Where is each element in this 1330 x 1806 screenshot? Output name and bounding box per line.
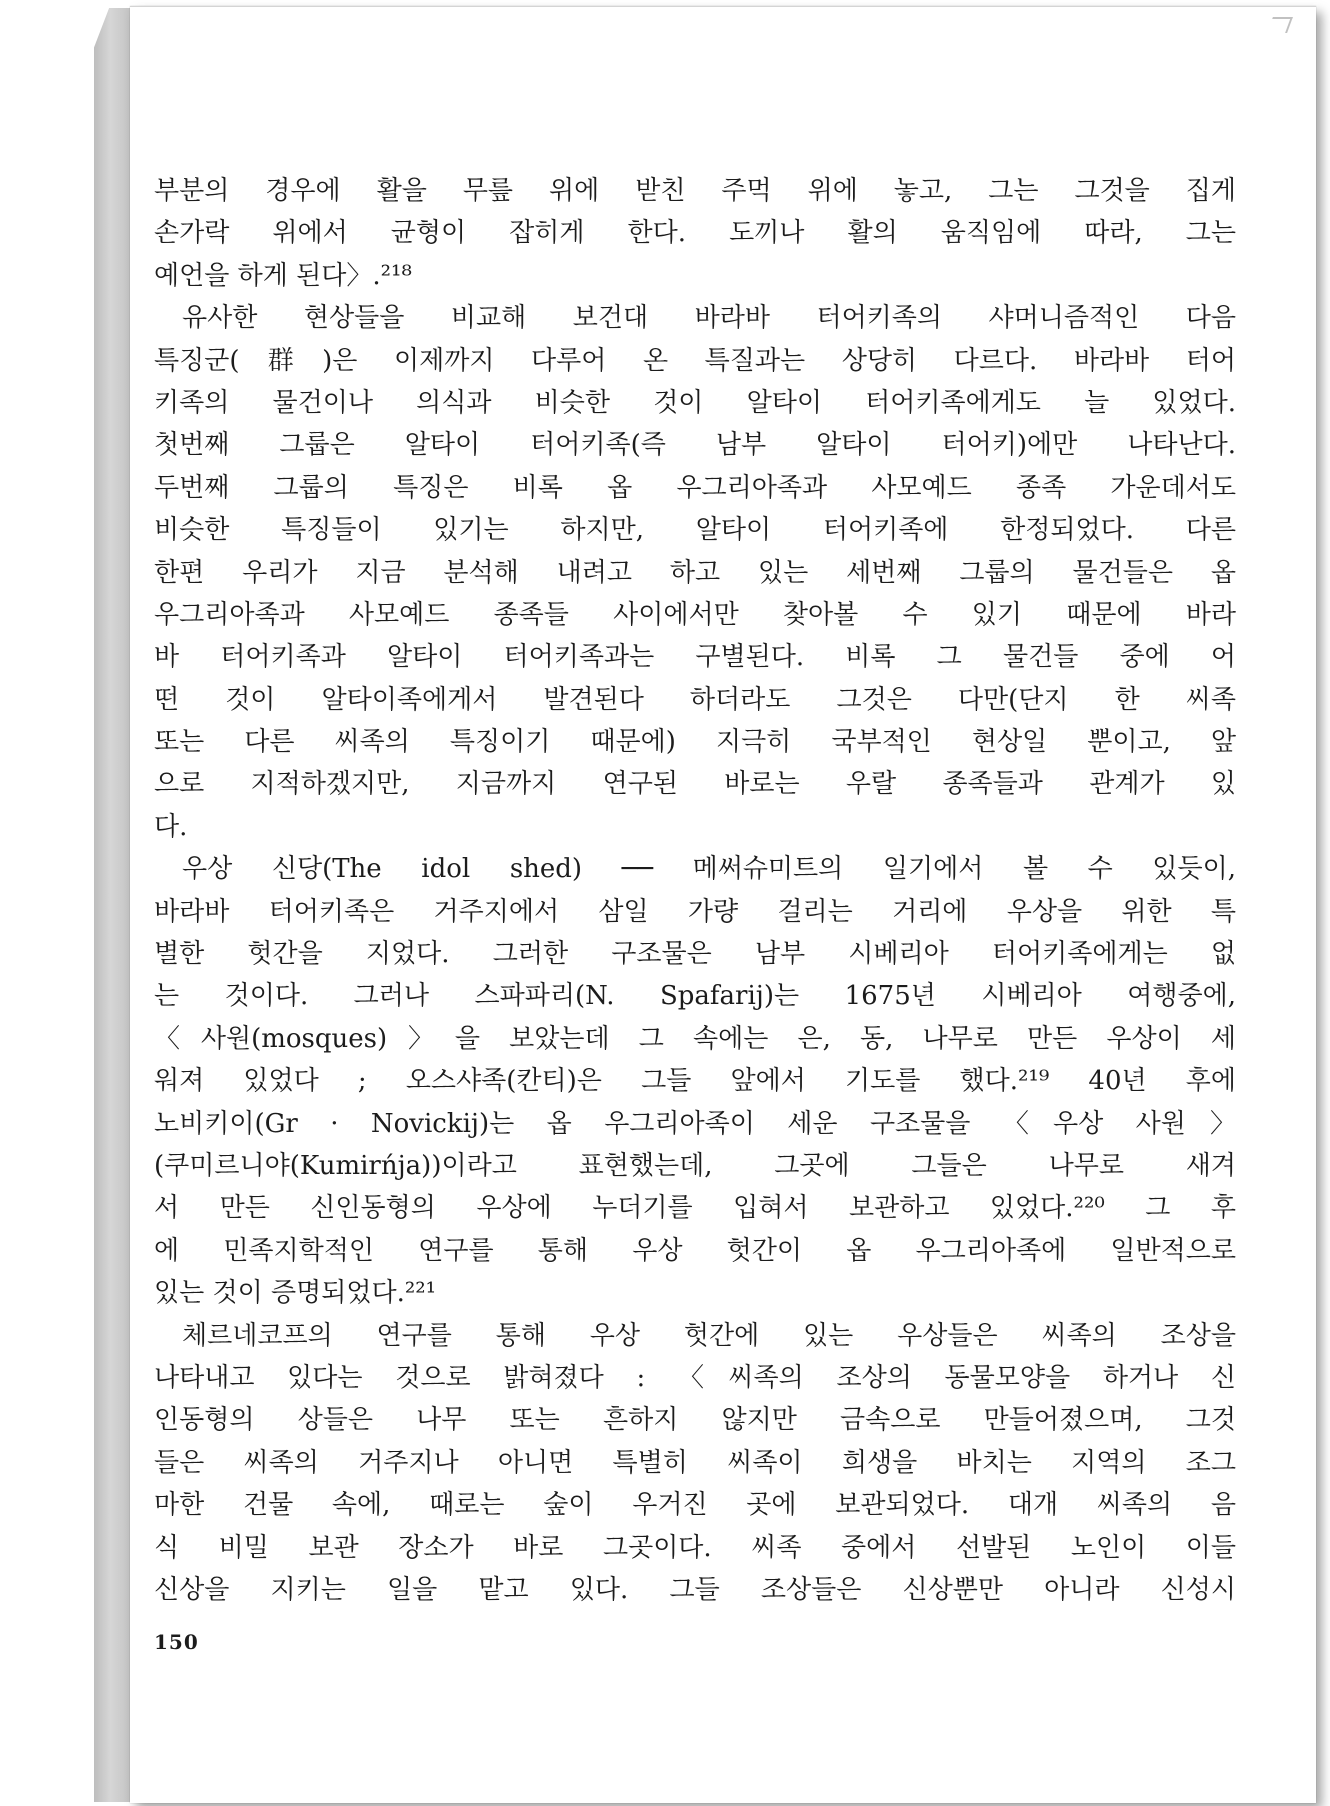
text-line: 예언을 하게 된다〉.²¹⁸ (154, 260, 412, 291)
text-line: 〈사원(mosques)〉을 보았는데 그 속에는 은, 동, 나무로 만든 우상이 세 (154, 1023, 1236, 1054)
text-line: (쿠미르니야(Kumirńja))이라고 표현했는데, 그곳에 그들은 나무로 새겨 (154, 1150, 1236, 1181)
text-line: 인동형의 상들은 나무 또는 흔하지 않지만 금속으로 만들어졌으며, 그것 (154, 1405, 1236, 1436)
text-line: 부분의 경우에 활을 무릎 위에 받친 주먹 위에 놓고, 그는 그것을 집게 (154, 176, 1236, 206)
text-line: 우그리아족과 사모예드 종족들 사이에서만 찾아볼 수 있기 때문에 바라 (154, 599, 1236, 630)
text-line: 첫번째 그룹은 알타이 터어키족(즉 남부 알타이 터어키)에만 나타난다. (154, 430, 1236, 461)
text-line: 바 터어키족과 알타이 터어키족과는 구별된다. 비록 그 물건들 중에 어 (154, 642, 1236, 673)
text-line: 한편 우리가 지금 분석해 내려고 하고 있는 세번째 그룹의 물건들은 옵 (154, 557, 1236, 588)
text-line: 키족의 물건이나 의식과 비슷한 것이 알타이 터어키족에게도 늘 있었다. (154, 387, 1236, 418)
text-line: 나타내고 있다는 것으로 밝혀졌다 : 〈씨족의 조상의 동물모양을 하거나 신 (154, 1362, 1236, 1393)
text-line: 우상 신당(The idol shed) ── 메써슈미트의 일기에서 볼 수 있듯이, (182, 854, 1236, 885)
text-line: 있는 것이 증명되었다.²²¹ (154, 1278, 437, 1309)
text-line: 식 비밀 보관 장소가 바로 그곳이다. 씨족 중에서 선발된 노인이 이들 (154, 1532, 1236, 1563)
text-line: 다. (154, 811, 188, 842)
text-line: 두번째 그룹의 특징은 비록 옵 우그리아족과 사모예드 종족 가운데서도 (154, 472, 1236, 503)
text-line: 서 만든 신인동형의 우상에 누더기를 입혀서 보관하고 있었다.²²⁰ 그 후 (154, 1193, 1236, 1224)
text-line: 또는 다른 씨족의 특징이기 때문에) 지극히 국부적인 현상일 뿐이고, 앞 (154, 727, 1236, 758)
text-line: 에 민족지학적인 연구를 통해 우상 헛간이 옵 우그리아족에 일반적으로 (154, 1235, 1236, 1266)
text-line: 바라바 터어키족은 거주지에서 삼일 가량 걸리는 거리에 우상을 위한 특 (154, 896, 1236, 927)
page-number: 150 (154, 1630, 199, 1654)
text-line: 비슷한 특징들이 있기는 하지만, 알타이 터어키족에 한정되었다. 다른 (154, 515, 1236, 546)
text-line: 마한 건물 속에, 때로는 숲이 우거진 곳에 보관되었다. 대개 씨족의 음 (154, 1490, 1236, 1521)
text-line: 손가락 위에서 균형이 잡히게 한다. 도끼나 활의 움직임에 따라, 그는 (154, 218, 1236, 249)
book-spine (94, 8, 130, 1802)
text-line: 별한 헛간을 지었다. 그러한 구조물은 남부 시베리아 터어키족에게는 없 (154, 939, 1236, 970)
text-line: 특징군(群)은 이제까지 다루어 온 특질과는 상당히 다르다. 바라바 터어 (154, 345, 1236, 376)
text-line: 으로 지적하겠지만, 지금까지 연구된 바로는 우랄 종족들과 관계가 있 (154, 769, 1236, 800)
text-line: 떤 것이 알타이족에게서 발견된다 하더라도 그것은 다만(단지 한 씨족 (154, 684, 1236, 715)
text-line: 워져 있었다 ; 오스샤족(칸티)은 그들 앞에서 기도를 했다.²¹⁹ 40년 후에 (154, 1066, 1236, 1097)
page-body-text (154, 170, 1236, 1611)
text-line: 신상을 지키는 일을 맡고 있다. 그들 조상들은 신상뿐만 아니라 신성시 (154, 1574, 1236, 1605)
text-line: 노비키이(Gr · Novickij)는 옵 우그리아족이 세운 구조물을 〈우상 사원〉 (154, 1108, 1236, 1139)
text-line: 들은 씨족의 거주지나 아니면 특별히 씨족이 희생을 바치는 지역의 조그 (154, 1447, 1236, 1478)
text-line: 유사한 현상들을 비교해 보건대 바라바 터어키족의 샤머니즘적인 다음 (182, 303, 1236, 334)
text-line: 체르네코프의 연구를 통해 우상 헛간에 있는 우상들은 씨족의 조상을 (182, 1320, 1236, 1351)
text-line: 는 것이다. 그러나 스파파리(N. Spafarij)는 1675년 시베리아 여행중에, (154, 981, 1236, 1012)
page-corner-icon (1267, 17, 1293, 33)
